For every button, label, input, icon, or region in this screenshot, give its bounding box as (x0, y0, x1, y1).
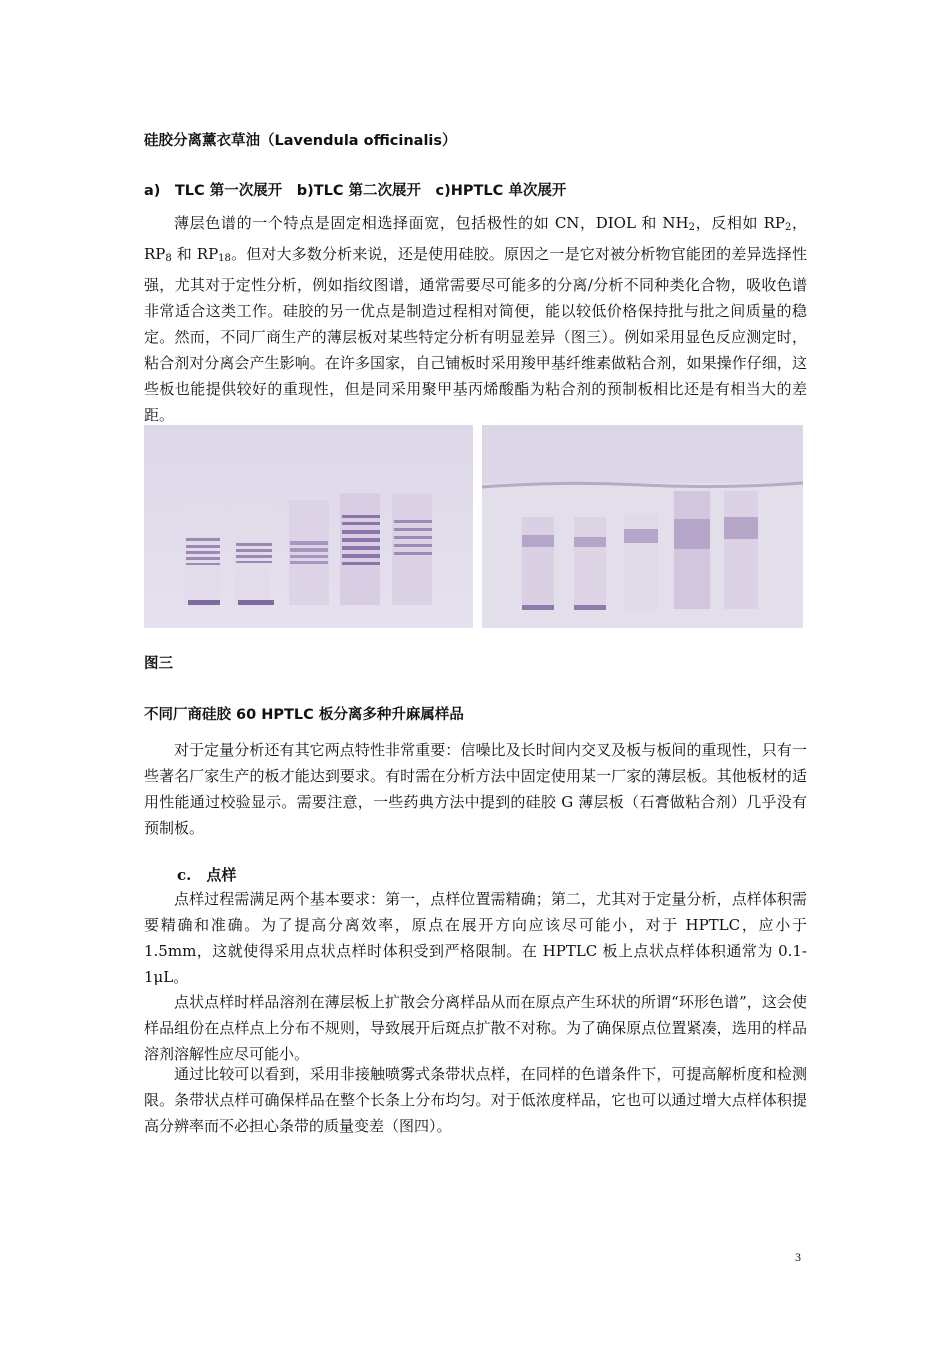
figure-label: 图三 (144, 656, 173, 672)
figure-caption: 不同厂商硅胶 60 HPTLC 板分离多种升麻属样品 (144, 707, 464, 723)
para1-sub-1: 2 (688, 222, 695, 233)
paragraph-quantitative: 对于定量分析还有其它两点特性非常重要：信噪比及长时间内交叉及板与板间的重现性，只有一些著名厂家生产的板才能达到要求。有时需在分析方法中固定使用某一厂家的薄层板。其他板材的适用性能通过校验显示。需要注意，一些药典方法中提到的硅胶 G 薄层板（石膏做粘合剂）几乎没有预制板。 (144, 741, 807, 837)
document-title (144, 131, 814, 151)
figure-subtitle: a) TLC 第一次展开 b)TLC 第二次展开 c)HPTLC 单次展开 (144, 183, 567, 199)
para1-sub-3: 8 (165, 253, 172, 264)
section-heading-c: c. 点样 (177, 866, 237, 884)
paragraph-stationary-phase (144, 210, 807, 428)
para1-text-2: ，反相如 RP (694, 214, 785, 232)
tlc-plate-a-drawing (144, 425, 473, 628)
paragraph-spotting: 点样过程需满足两个基本要求：第一，点样位置需精确；第二，尤其对于定量分析，点样体积需要精确和准确。为了提高分离效率，原点在展开方向应该尽可能小，对于 HPTLC，应小于 1.5mm，这就使得采用点状点样时体积受到严格限制。在 HPTLC 板上点状点样体积通常为 0.1-1μL。 (144, 890, 807, 986)
para1-text-1: 薄层色谱的一个特点是固定相选择面宽，包括极性的如 CN，DIOL 和 NH (174, 214, 689, 232)
tlc-plate-b-drawing (482, 425, 803, 628)
para1-text-5: 。但对大多数分析来说，还是使用硅胶。原因之一是它对被分析物官能团的差异选择性强，尤其对于定性分析，例如指纹图谱，通常需要尽可能多的分离/分析不同种类化合物，吸收色谱非常适合这类工作。硅胶的另一优点是制造过程相对简便，能以较低价格保持批与批之间质量的稳定。然而，不同厂商生产的薄层板对某些特定分析有明显差异（图三）。例如采用显色反应测定时，粘合剂对分离会产生影响。在许多国家，自己铺板时采用羧甲基纤维素做粘合剂，如果操作仔细，这些板也能提供较好的重现性，但是同采用聚甲基丙烯酸酯为粘合剂的预制板相比还是有相当大的差距。 (144, 245, 807, 424)
tlc-plate-image-a (144, 425, 473, 628)
title-close: ） (442, 133, 457, 149)
para1-sub-2: 2 (784, 222, 792, 233)
tlc-plate-image-b (482, 425, 803, 628)
para1-sub-4: 18 (218, 253, 231, 264)
title-cn: 硅胶分离薰衣草油（ (144, 133, 275, 149)
para1-text-4: 和 RP (171, 245, 219, 263)
title-latin: Lavendula officinalis (274, 133, 443, 149)
paragraph-band-application: 通过比较可以看到，采用非接触喷雾式条带状点样，在同样的色谱条件下，可提高解析度和检测限。条带状点样可确保样品在整个长条上分布均匀。对于低浓度样品，它也可以通过增大点样体积提高分辨率而不必担心条带的质量变差（图四）。 (144, 1065, 807, 1135)
paragraph-ring-chromatography: 点状点样时样品溶剂在薄层板上扩散会分离样品从而在原点产生环状的所谓“环形色谱”，这会使样品组份在点样点上分布不规则，导致展开后斑点扩散不对称。为了确保原点位置紧凑，选用的样品溶剂溶解性应尽可能小。 (144, 993, 807, 1063)
page-number: 3 (795, 1250, 801, 1264)
para1-text-3: ，RP (144, 214, 808, 263)
